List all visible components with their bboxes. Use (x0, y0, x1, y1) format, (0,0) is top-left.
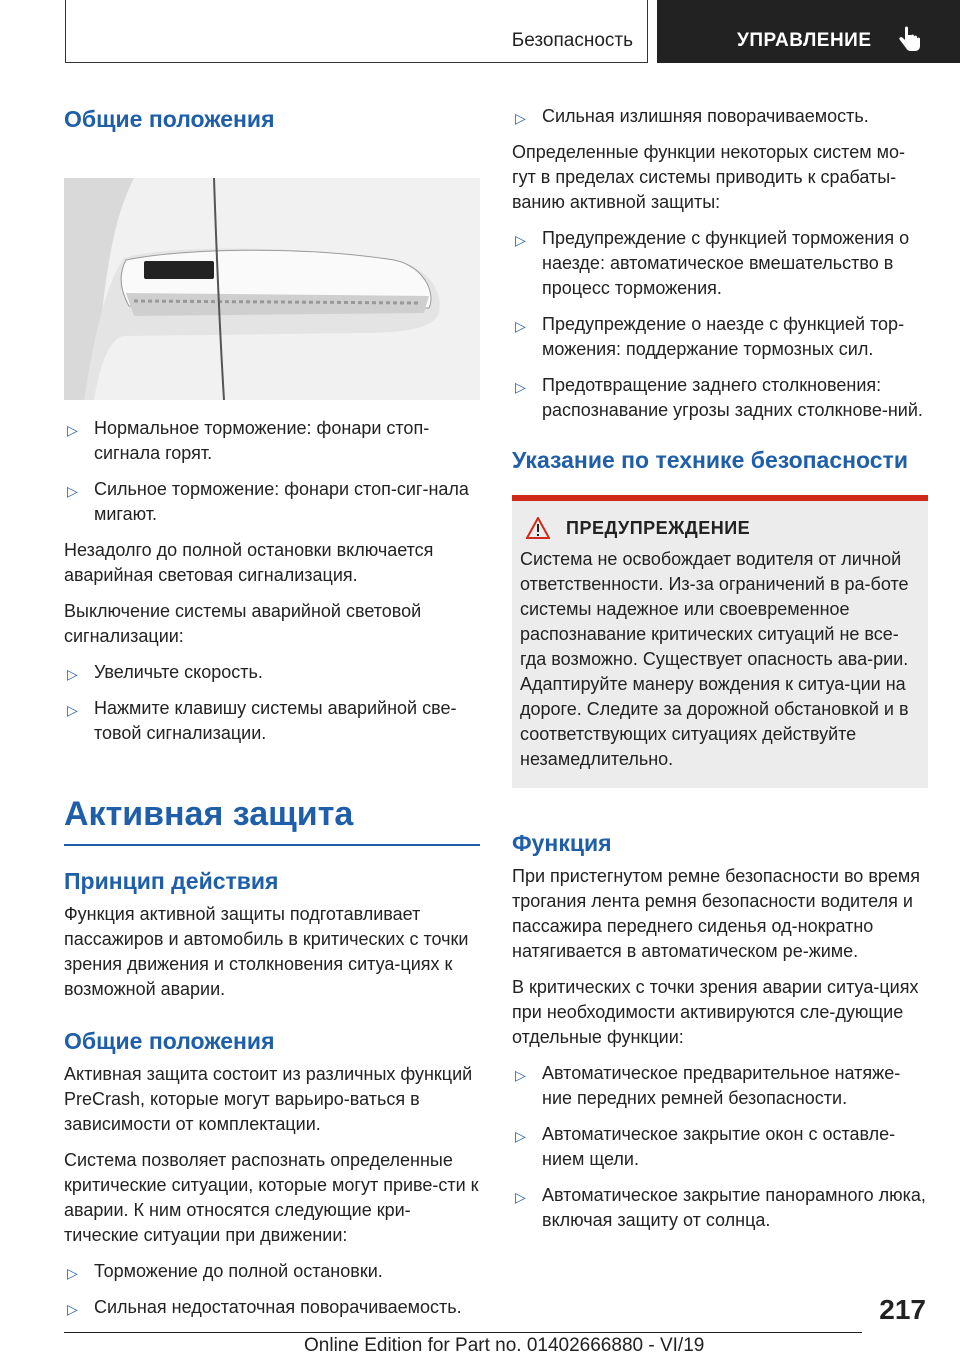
list-item: ▷ Предупреждение с функцией торможения о наезде: автоматическое вмешательство в процесс торможения. (515, 228, 910, 298)
list-item: ▷ Сильная излишняя поворачиваемость. (512, 104, 928, 129)
list-item: ▷ Нажмите клавишу системы аварийной све-товой сигнализации. (67, 698, 457, 743)
left-column (64, 104, 480, 1331)
list-item: ▷ Предотвращение заднего столкновения: распознавание угрозы задних столкнове-ний. (515, 375, 923, 420)
paragraph: Определенные функции некоторых систем мо-гут в пределах системы приводить к срабаты-ванию активной защиты: (512, 142, 905, 212)
heading-active-protection: Активная защита (64, 792, 480, 846)
tail-light-image (64, 178, 480, 400)
paragraph: При пристегнутом ремне безопасности во время трогания лента ремня безопасности водителя и пассажира переднего сиденья од-нократно натягивается в автоматическом ре-жиме. (512, 866, 921, 961)
hazard-off-list (64, 660, 480, 746)
page-number: 217 (879, 1294, 926, 1325)
paragraph: Незадолго до полной остановки включается аварийная световая сигнализация. (64, 540, 434, 585)
bullet-triangle-icon: ▷ (67, 1301, 78, 1317)
list-item: ▷ Предупреждение о наезде с функцией тор-можения: поддержание тормозных сил. (515, 314, 905, 359)
bullet-triangle-icon: ▷ (515, 318, 526, 334)
paragraph: Функция активной защиты подготавливает пассажиров и автомобиль в критических с точки зрения движения и столкновения ситуа-циях к возможной аварии. (64, 904, 469, 999)
bullet-triangle-icon: ▷ (515, 232, 526, 248)
critical-list (64, 1259, 480, 1320)
hand-touch-icon (896, 26, 922, 54)
list-item: ▷ Автоматическое закрытие окон с оставле-нием щели. (515, 1124, 896, 1169)
header-category-box (657, 0, 960, 63)
list-item: ▷ Сильная недостаточная поворачиваемость. (64, 1295, 480, 1320)
bullet-triangle-icon: ▷ (67, 702, 78, 718)
heading-general-2: Общие положения (64, 1028, 275, 1054)
list-item: ▷ Торможение до полной остановки. (64, 1259, 480, 1284)
heading-safety-note: Указание по технике безопасности (512, 447, 908, 473)
paragraph: Система позволяет распознать определенные критические ситуации, которые могут приве-сти к аварии. К ним относятся следующие кри-тические ситуации при движении: (64, 1150, 479, 1245)
heading-function: Функция (512, 830, 612, 856)
bullet-triangle-icon: ▷ (515, 1189, 526, 1205)
warning-text: Система не освобождает водителя от личной ответственности. Из-за ограничений в ра-боте системы надежное или своевременное распознавание критических ситуаций не все-гда возможно. Существует опасность ава-рии. Адаптируйте манеру вождения к ситуа-ции на дороге. Следите за дорожной обстановкой и в соответствующих ситуациях действуйте незамедлительно. (520, 549, 909, 769)
bullet-triangle-icon: ▷ (515, 1128, 526, 1144)
list-item: ▷ Автоматическое закрытие панорамного люка, включая защиту от солнца. (515, 1185, 926, 1230)
paragraph: Активная защита состоит из различных функций PreCrash, которые могут варьиро-ваться в зависимости от комплектации. (64, 1064, 473, 1134)
header-section-label: Безопасность (511, 30, 633, 51)
bullet-triangle-icon: ▷ (515, 379, 526, 395)
bullet-triangle-icon: ▷ (67, 1265, 78, 1281)
systems-list (512, 226, 928, 423)
footer-divider (64, 1332, 862, 1333)
list-item: ▷ Нормальное торможение: фонари стоп-сигнала горят. (67, 418, 430, 463)
header-section-box (65, 0, 648, 63)
bullet-triangle-icon: ▷ (67, 422, 78, 438)
list-item: ▷ Автоматическое предварительное натяже-ние передних ремней безопасности. (515, 1063, 901, 1108)
bullet-triangle-icon: ▷ (67, 666, 78, 682)
footer-edition: Online Edition for Part no. 01402666880 - VI/19 (304, 1335, 705, 1356)
header-category-label: УПРАВЛЕНИЕ (737, 30, 872, 51)
warning-box (512, 495, 928, 788)
right-column (512, 104, 928, 1244)
critical-list-cont (512, 104, 928, 129)
bullet-triangle-icon: ▷ (515, 1067, 526, 1083)
paragraph: Выключение системы аварийной световой сигнализации: (64, 601, 422, 646)
heading-general-1: Общие положения (64, 106, 275, 132)
list-item: ▷ Увеличьте скорость. (64, 660, 480, 685)
bullet-triangle-icon: ▷ (67, 483, 78, 499)
brake-list (64, 416, 480, 527)
warning-title: ПРЕДУПРЕЖДЕНИЕ (566, 517, 751, 538)
list-item: ▷ Сильное торможение: фонари стоп-сиг-нала мигают. (67, 479, 469, 524)
function-list (512, 1061, 928, 1233)
bullet-triangle-icon: ▷ (515, 110, 526, 126)
heading-principle: Принцип действия (64, 868, 279, 894)
paragraph: В критических с точки зрения аварии ситуа-циях при необходимости активируются сле-дующие отдельные функции: (512, 977, 919, 1047)
warning-triangle-icon (526, 517, 550, 539)
